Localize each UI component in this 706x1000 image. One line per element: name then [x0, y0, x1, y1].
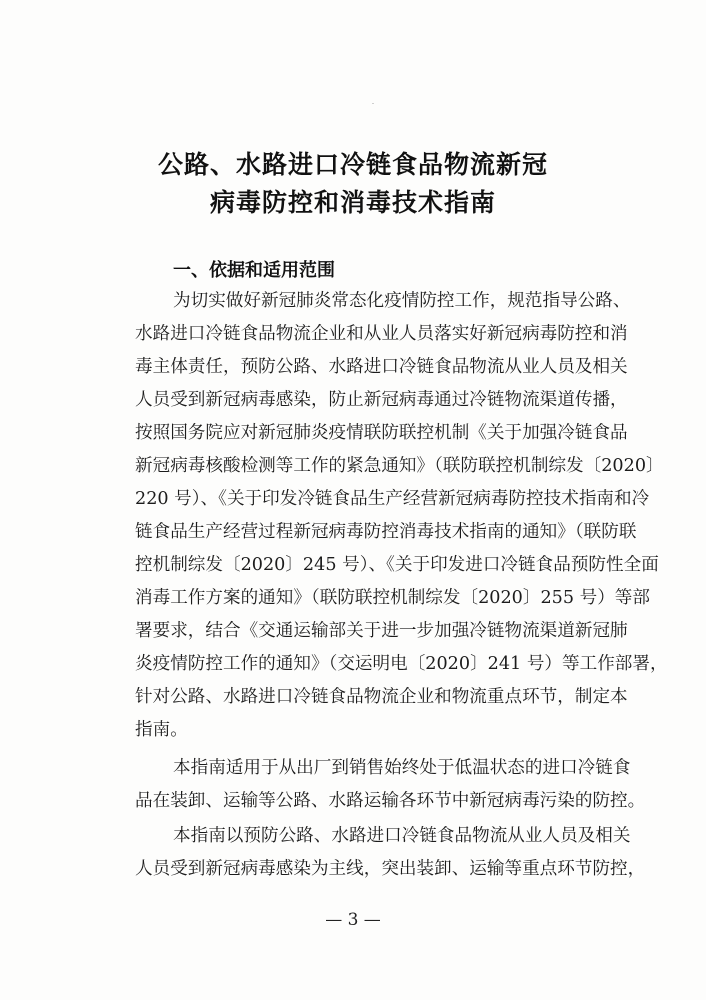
- body-line: 220 号）、《关于印发冷链食品生产经营新冠病毒防控技术指南和冷: [135, 489, 650, 509]
- body-line: 新冠病毒核酸检测等工作的紧急通知》（联防联控机制综发〔2020〕: [135, 456, 664, 476]
- document-title-line-1: 公路、水路进口冷链食品物流新冠: [157, 150, 548, 179]
- body-line: 毒主体责任，预防公路、水路进口冷链食品物流从业人员及相关: [135, 357, 628, 377]
- body-line: 水路进口冷链食品物流企业和从业人员落实好新冠病毒防控和消: [135, 324, 628, 344]
- body-line: 控机制综发〔2020〕245 号）、《关于印发进口冷链食品预防性全面: [135, 555, 659, 575]
- body-line: 本指南适用于从出厂到销售始终处于低温状态的进口冷链食: [173, 758, 631, 778]
- body-line: 品在装卸、运输等公路、水路运输各环节中新冠病毒污染的防控。: [135, 791, 646, 811]
- body-line: 为切实做好新冠肺炎常态化疫情防控工作，规范指导公路、: [173, 291, 631, 311]
- body-line: 本指南以预防公路、水路进口冷链食品物流从业人员及相关: [173, 826, 631, 846]
- body-line: 链食品生产经营过程新冠病毒防控消毒技术指南的通知》（联防联: [135, 522, 637, 542]
- body-line: 人员受到新冠病毒感染为主线，突出装卸、运输等重点环节防控，: [135, 859, 646, 879]
- body-line: 人员受到新冠病毒感染，防止新冠病毒通过冷链物流渠道传播，: [135, 390, 628, 410]
- section-heading: 一、依据和适用范围: [173, 260, 335, 281]
- body-line: 指南。: [135, 720, 188, 740]
- scan-speck: [372, 103, 374, 104]
- body-line: 针对公路、水路进口冷链食品物流企业和物流重点环节，制定本: [135, 687, 628, 707]
- body-line: 炎疫情防控工作的通知》（交运明电〔2020〕241 号）等工作部署，: [135, 654, 668, 674]
- body-line: 消毒工作方案的通知》（联防联控机制综发〔2020〕255 号）等部: [135, 588, 650, 608]
- body-line: 按照国务院应对新冠肺炎疫情联防联控机制《关于加强冷链食品: [135, 423, 628, 443]
- body-line: 署要求，结合《交通运输部关于进一步加强冷链物流渠道新冠肺: [135, 621, 628, 641]
- document-title-line-2: 病毒防控和消毒技术指南: [209, 188, 496, 217]
- page-number: — 3 —: [325, 910, 381, 930]
